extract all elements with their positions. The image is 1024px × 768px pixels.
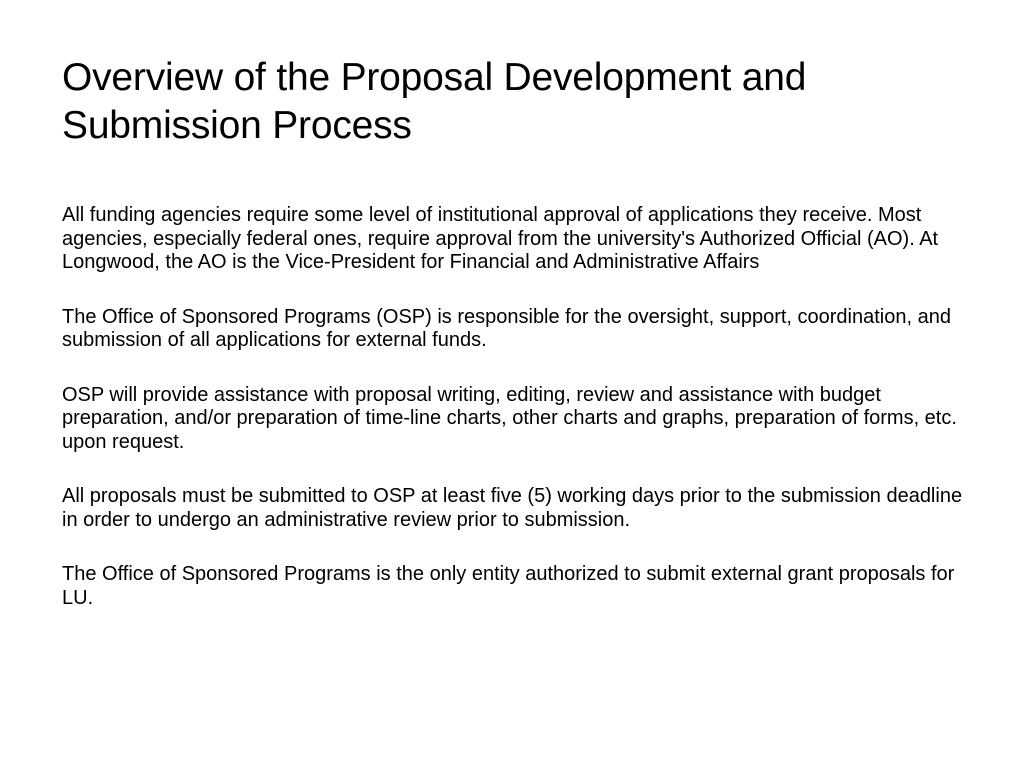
paragraph-osp-responsibility: The Office of Sponsored Programs (OSP) is responsible for the oversight, support, coordination, and submission of all applications for external funds. (62, 305, 951, 351)
paragraph-institutional-approval: All funding agencies require some level of institutional approval of applications they receive. Most agencies, especially federal ones, require approval from the university's Authorized Official (AO). At Longwood, the AO is the Vice-President for Financial and Administrative Affairs (62, 204, 939, 273)
paragraph-osp-assistance: OSP will provide assistance with proposal writing, editing, review and assistance with budget preparation, and/or preparation of time-line charts, other charts and graphs, preparation of forms, etc. upon request. (62, 383, 957, 453)
slide-title: Overview of the Proposal Development and Submission Process (62, 56, 807, 147)
paragraph-authorized-entity: The Office of Sponsored Programs is the only entity authorized to submit external grant proposals for LU. (62, 563, 955, 609)
paragraph-submission-deadline: All proposals must be submitted to OSP at least five (5) working days prior to the submission deadline in order to undergo an administrative review prior to submission. (62, 485, 963, 531)
slide-body (62, 204, 982, 641)
